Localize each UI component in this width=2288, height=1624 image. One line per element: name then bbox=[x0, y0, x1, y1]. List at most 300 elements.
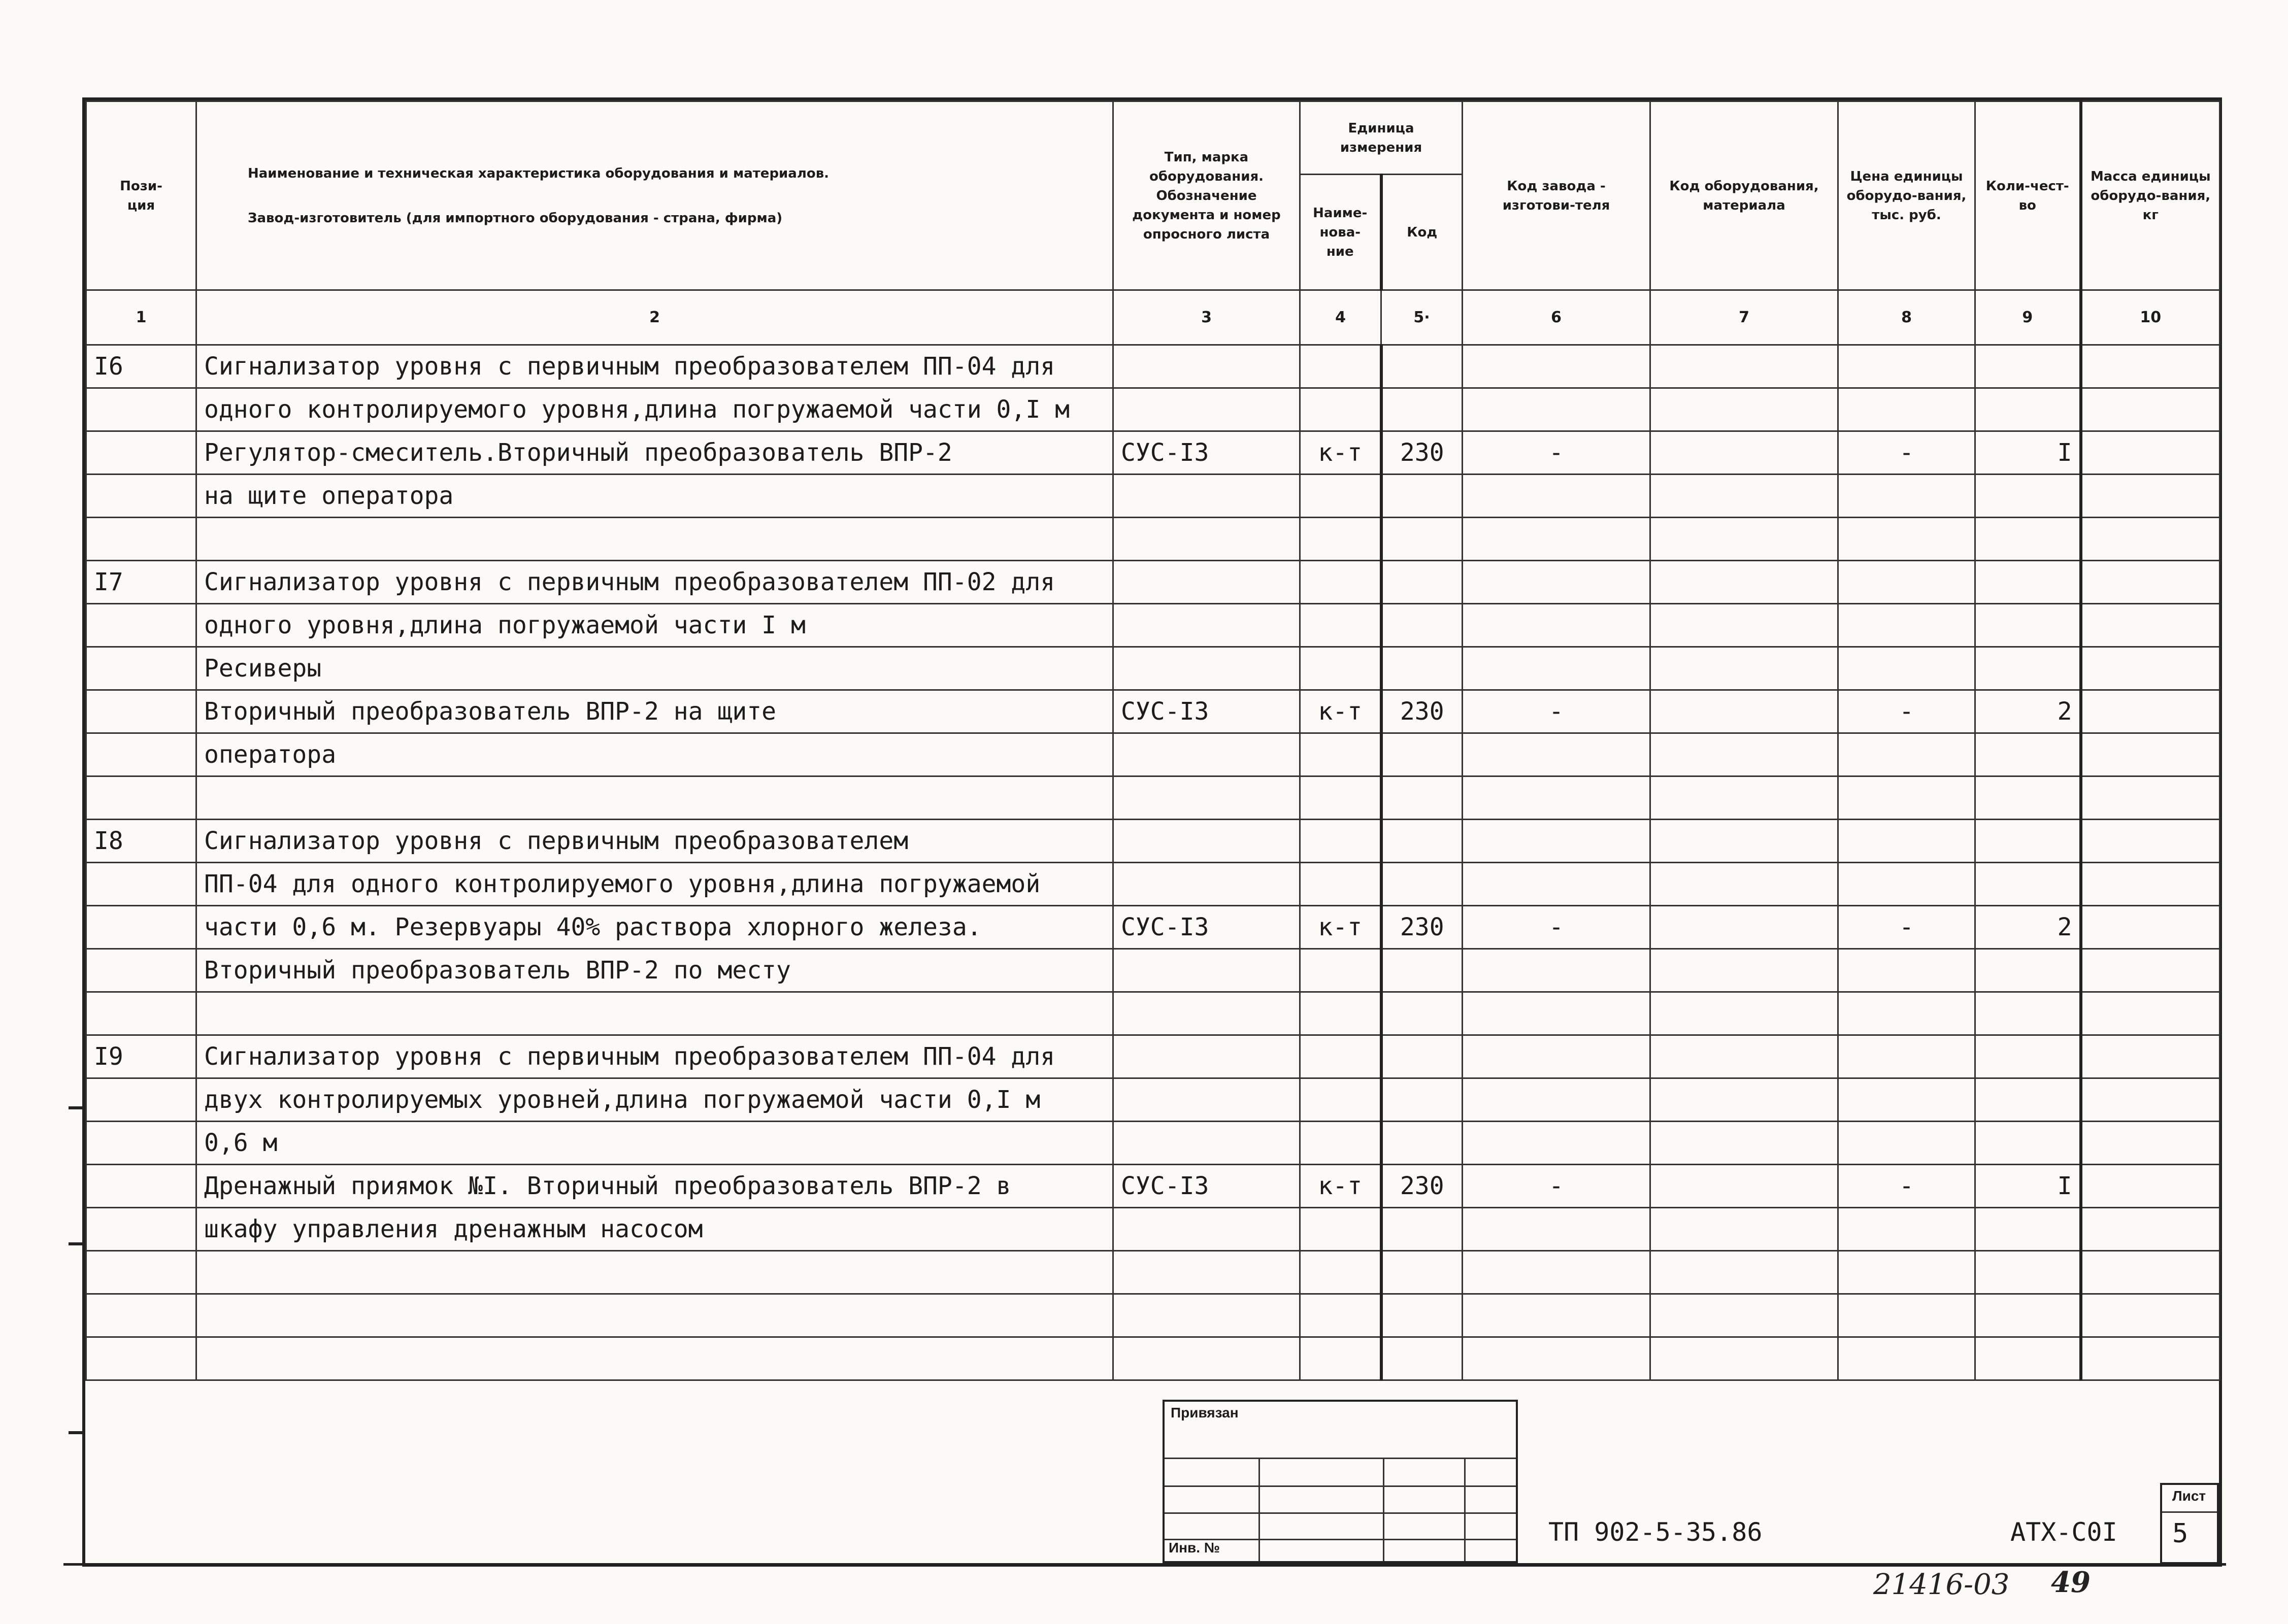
row-name: Ресиверы bbox=[196, 647, 1113, 690]
row-unit-name bbox=[1300, 1251, 1381, 1294]
sheet-number: 5 bbox=[2172, 1518, 2188, 1549]
row-type: СУС-I3 bbox=[1113, 690, 1300, 733]
row-unit-name bbox=[1300, 1208, 1381, 1251]
left-tick-2 bbox=[69, 1242, 84, 1245]
row-name: одного контролируемого уровня,длина погружаемой части 0,I м bbox=[196, 388, 1113, 431]
row-quantity: 2 bbox=[1975, 690, 2081, 733]
row-factory-code bbox=[1463, 345, 1650, 388]
row-unit-name bbox=[1300, 863, 1381, 906]
row-name: Сигнализатор уровня с первичным преобразователем bbox=[196, 820, 1113, 863]
table-row bbox=[86, 1208, 2220, 1251]
attached-label: Привязан bbox=[1171, 1405, 1239, 1420]
row-equipment-code bbox=[1650, 475, 1838, 518]
row-factory-code: - bbox=[1463, 431, 1650, 475]
row-equipment-code bbox=[1650, 345, 1838, 388]
row-type bbox=[1113, 863, 1300, 906]
row-name bbox=[196, 992, 1113, 1035]
row-equipment-code bbox=[1650, 1078, 1838, 1122]
row-name: на щите оператора bbox=[196, 475, 1113, 518]
row-factory-code: - bbox=[1463, 1165, 1650, 1208]
table-row bbox=[86, 431, 2220, 475]
row-mass bbox=[2081, 992, 2220, 1035]
table-row bbox=[86, 647, 2220, 690]
table-row bbox=[86, 733, 2220, 776]
row-quantity bbox=[1975, 1337, 2081, 1380]
row-quantity bbox=[1975, 1035, 2081, 1078]
row-unit-code bbox=[1381, 776, 1463, 820]
row-price bbox=[1838, 733, 1975, 776]
row-price bbox=[1838, 1122, 1975, 1165]
row-quantity bbox=[1975, 604, 2081, 647]
row-equipment-code bbox=[1650, 820, 1838, 863]
row-price: - bbox=[1838, 906, 1975, 949]
row-position bbox=[86, 1208, 196, 1251]
row-unit-code: 230 bbox=[1381, 906, 1463, 949]
colnum-10: 10 bbox=[2081, 290, 2220, 345]
row-factory-code bbox=[1463, 1337, 1650, 1380]
row-name: части 0,6 м. Резервуары 40% раствора хлорного железа. bbox=[196, 906, 1113, 949]
row-price: - bbox=[1838, 1165, 1975, 1208]
row-name: ПП-04 для одного контролируемого уровня,длина погружаемой bbox=[196, 863, 1113, 906]
row-mass bbox=[2081, 475, 2220, 518]
row-unit-code bbox=[1381, 863, 1463, 906]
left-tick-3 bbox=[69, 1431, 84, 1434]
row-type bbox=[1113, 604, 1300, 647]
row-type bbox=[1113, 388, 1300, 431]
row-factory-code bbox=[1463, 733, 1650, 776]
row-name: одного уровня,длина погружаемой части I м bbox=[196, 604, 1113, 647]
row-type bbox=[1113, 1078, 1300, 1122]
row-position bbox=[86, 1165, 196, 1208]
row-position bbox=[86, 1078, 196, 1122]
row-position bbox=[86, 1294, 196, 1337]
row-name: шкафу управления дренажным насосом bbox=[196, 1208, 1113, 1251]
stamp-grid-h3 bbox=[1165, 1512, 1516, 1514]
row-unit-code: 230 bbox=[1381, 690, 1463, 733]
row-unit-name bbox=[1300, 776, 1381, 820]
row-equipment-code bbox=[1650, 1337, 1838, 1380]
row-factory-code bbox=[1463, 475, 1650, 518]
row-equipment-code bbox=[1650, 1251, 1838, 1294]
header-mass: Масса единицы оборудо-вания, кг bbox=[2081, 101, 2220, 290]
row-equipment-code bbox=[1650, 949, 1838, 992]
row-type bbox=[1113, 992, 1300, 1035]
row-quantity bbox=[1975, 475, 2081, 518]
row-unit-name bbox=[1300, 561, 1381, 604]
row-unit-code: 230 bbox=[1381, 1165, 1463, 1208]
table-row bbox=[86, 992, 2220, 1035]
row-position: I7 bbox=[86, 561, 196, 604]
row-type bbox=[1113, 1035, 1300, 1078]
row-factory-code bbox=[1463, 992, 1650, 1035]
row-quantity bbox=[1975, 863, 2081, 906]
row-unit-code bbox=[1381, 820, 1463, 863]
row-price: - bbox=[1838, 431, 1975, 475]
sheet-code: АТХ-С0I bbox=[2010, 1517, 2117, 1547]
row-unit-name bbox=[1300, 949, 1381, 992]
sheet-label: Лист bbox=[2172, 1488, 2206, 1504]
row-type bbox=[1113, 647, 1300, 690]
row-name: 0,6 м bbox=[196, 1122, 1113, 1165]
row-price: - bbox=[1838, 690, 1975, 733]
row-factory-code bbox=[1463, 1035, 1650, 1078]
row-factory-code bbox=[1463, 518, 1650, 561]
row-unit-name bbox=[1300, 820, 1381, 863]
row-unit-name: к-т bbox=[1300, 906, 1381, 949]
row-name: Вторичный преобразователь ВПР-2 на щите bbox=[196, 690, 1113, 733]
inv-label: Инв. № bbox=[1169, 1540, 1220, 1555]
column-number-row bbox=[86, 290, 2220, 345]
row-quantity bbox=[1975, 1251, 2081, 1294]
row-type bbox=[1113, 820, 1300, 863]
colnum-8: 8 bbox=[1838, 290, 1975, 345]
header-name-line2: Завод-изготовитель (для импортного оборудования - страна, фирма) bbox=[248, 210, 783, 226]
row-mass bbox=[2081, 1035, 2220, 1078]
row-position bbox=[86, 475, 196, 518]
row-name: оператора bbox=[196, 733, 1113, 776]
colnum-1: 1 bbox=[86, 290, 196, 345]
row-name bbox=[196, 518, 1113, 561]
row-price bbox=[1838, 949, 1975, 992]
row-mass bbox=[2081, 1078, 2220, 1122]
header-position: Пози- ция bbox=[86, 101, 196, 290]
sheet-divider bbox=[2162, 1511, 2217, 1513]
sheet-box bbox=[2160, 1483, 2219, 1564]
row-quantity: I bbox=[1975, 431, 2081, 475]
colnum-4: 4 bbox=[1300, 290, 1381, 345]
row-unit-code bbox=[1381, 1122, 1463, 1165]
row-price bbox=[1838, 776, 1975, 820]
header-factory-code: Код завода - изготови-теля bbox=[1463, 101, 1650, 290]
row-name: двух контролируемых уровней,длина погружаемой части 0,I м bbox=[196, 1078, 1113, 1122]
row-type bbox=[1113, 561, 1300, 604]
row-price bbox=[1838, 518, 1975, 561]
table-row bbox=[86, 604, 2220, 647]
row-price bbox=[1838, 863, 1975, 906]
header-name-line1: Наименование и техническая характеристика оборудования и материалов. bbox=[248, 165, 830, 181]
row-unit-name bbox=[1300, 475, 1381, 518]
row-name bbox=[196, 1337, 1113, 1380]
row-factory-code bbox=[1463, 863, 1650, 906]
row-unit-code bbox=[1381, 949, 1463, 992]
row-unit-code bbox=[1381, 1337, 1463, 1380]
row-type bbox=[1113, 733, 1300, 776]
row-unit-name: к-т bbox=[1300, 690, 1381, 733]
row-mass bbox=[2081, 1165, 2220, 1208]
row-equipment-code bbox=[1650, 863, 1838, 906]
row-mass bbox=[2081, 733, 2220, 776]
row-equipment-code bbox=[1650, 604, 1838, 647]
row-unit-code: 230 bbox=[1381, 431, 1463, 475]
row-name: Регулятор-смеситель.Вторичный преобразователь ВПР-2 bbox=[196, 431, 1113, 475]
row-unit-name bbox=[1300, 1294, 1381, 1337]
table-row bbox=[86, 518, 2220, 561]
row-price bbox=[1838, 647, 1975, 690]
row-mass bbox=[2081, 906, 2220, 949]
row-equipment-code bbox=[1650, 776, 1838, 820]
row-type bbox=[1113, 1208, 1300, 1251]
row-mass bbox=[2081, 690, 2220, 733]
table-row bbox=[86, 949, 2220, 992]
stamp-grid-v1 bbox=[1258, 1458, 1260, 1561]
row-mass bbox=[2081, 1251, 2220, 1294]
left-tick-1 bbox=[69, 1106, 84, 1109]
table-row bbox=[86, 1337, 2220, 1380]
row-unit-code bbox=[1381, 345, 1463, 388]
row-factory-code bbox=[1463, 776, 1650, 820]
row-equipment-code bbox=[1650, 1035, 1838, 1078]
row-price bbox=[1838, 1294, 1975, 1337]
row-equipment-code bbox=[1650, 1165, 1838, 1208]
colnum-6: 6 bbox=[1463, 290, 1650, 345]
row-unit-code bbox=[1381, 1078, 1463, 1122]
row-type bbox=[1113, 1337, 1300, 1380]
row-type bbox=[1113, 345, 1300, 388]
row-equipment-code bbox=[1650, 431, 1838, 475]
row-position bbox=[86, 647, 196, 690]
row-factory-code bbox=[1463, 388, 1650, 431]
row-factory-code bbox=[1463, 1208, 1650, 1251]
row-position: I9 bbox=[86, 1035, 196, 1078]
row-position bbox=[86, 604, 196, 647]
row-position bbox=[86, 992, 196, 1035]
row-equipment-code bbox=[1650, 690, 1838, 733]
row-equipment-code bbox=[1650, 561, 1838, 604]
stamp-grid-h2 bbox=[1165, 1485, 1516, 1487]
row-quantity bbox=[1975, 1122, 2081, 1165]
row-factory-code bbox=[1463, 561, 1650, 604]
row-unit-code bbox=[1381, 1208, 1463, 1251]
row-quantity bbox=[1975, 949, 2081, 992]
row-unit-name bbox=[1300, 518, 1381, 561]
row-equipment-code bbox=[1650, 1294, 1838, 1337]
row-unit-name: к-т bbox=[1300, 1165, 1381, 1208]
row-unit-name bbox=[1300, 345, 1381, 388]
row-quantity bbox=[1975, 733, 2081, 776]
row-unit-code bbox=[1381, 992, 1463, 1035]
row-mass bbox=[2081, 1337, 2220, 1380]
row-position bbox=[86, 1122, 196, 1165]
row-factory-code: - bbox=[1463, 906, 1650, 949]
row-factory-code bbox=[1463, 1078, 1650, 1122]
row-name bbox=[196, 1251, 1113, 1294]
row-type bbox=[1113, 518, 1300, 561]
row-factory-code bbox=[1463, 1294, 1650, 1337]
row-type bbox=[1113, 1122, 1300, 1165]
colnum-5: 5· bbox=[1381, 290, 1463, 345]
row-mass bbox=[2081, 388, 2220, 431]
row-position bbox=[86, 906, 196, 949]
row-quantity bbox=[1975, 1208, 2081, 1251]
row-mass bbox=[2081, 1208, 2220, 1251]
row-name: Дренажный приямок №I. Вторичный преобразователь ВПР-2 в bbox=[196, 1165, 1113, 1208]
row-unit-name bbox=[1300, 733, 1381, 776]
header-price: Цена единицы оборудо-вания, тыс. руб. bbox=[1838, 101, 1975, 290]
row-quantity bbox=[1975, 518, 2081, 561]
row-quantity: I bbox=[1975, 1165, 2081, 1208]
row-equipment-code bbox=[1650, 906, 1838, 949]
table-row bbox=[86, 475, 2220, 518]
table-row bbox=[86, 1251, 2220, 1294]
row-unit-code bbox=[1381, 604, 1463, 647]
row-quantity bbox=[1975, 388, 2081, 431]
row-unit-name bbox=[1300, 1337, 1381, 1380]
row-unit-name bbox=[1300, 992, 1381, 1035]
row-price bbox=[1838, 475, 1975, 518]
row-factory-code bbox=[1463, 604, 1650, 647]
row-mass bbox=[2081, 1122, 2220, 1165]
row-factory-code: - bbox=[1463, 690, 1650, 733]
header-type: Тип, марка оборудования. Обозначение документа и номер опросного листа bbox=[1113, 101, 1300, 290]
row-name: Сигнализатор уровня с первичным преобразователем ПП-04 для bbox=[196, 345, 1113, 388]
row-type bbox=[1113, 776, 1300, 820]
row-unit-name bbox=[1300, 604, 1381, 647]
row-unit-code bbox=[1381, 647, 1463, 690]
table-row bbox=[86, 863, 2220, 906]
row-quantity bbox=[1975, 820, 2081, 863]
row-quantity bbox=[1975, 647, 2081, 690]
row-price bbox=[1838, 1078, 1975, 1122]
row-unit-name bbox=[1300, 647, 1381, 690]
colnum-7: 7 bbox=[1650, 290, 1838, 345]
table-row bbox=[86, 1035, 2220, 1078]
row-quantity bbox=[1975, 345, 2081, 388]
row-price bbox=[1838, 1208, 1975, 1251]
row-mass bbox=[2081, 1294, 2220, 1337]
header-unit-code: Код bbox=[1381, 175, 1463, 290]
row-quantity bbox=[1975, 776, 2081, 820]
row-mass bbox=[2081, 949, 2220, 992]
row-price bbox=[1838, 1337, 1975, 1380]
row-quantity bbox=[1975, 1078, 2081, 1122]
row-price bbox=[1838, 1035, 1975, 1078]
colnum-9: 9 bbox=[1975, 290, 2081, 345]
row-position bbox=[86, 1337, 196, 1380]
row-equipment-code bbox=[1650, 1122, 1838, 1165]
header-unit-name: Наиме-нова-ние bbox=[1300, 175, 1381, 290]
table-row bbox=[86, 388, 2220, 431]
row-quantity bbox=[1975, 561, 2081, 604]
header-name bbox=[196, 101, 1113, 290]
row-mass bbox=[2081, 820, 2220, 863]
row-position bbox=[86, 776, 196, 820]
row-name: Сигнализатор уровня с первичным преобразователем ПП-04 для bbox=[196, 1035, 1113, 1078]
document-number: ТП 902-5-35.86 bbox=[1548, 1517, 1763, 1547]
row-price bbox=[1838, 388, 1975, 431]
row-price bbox=[1838, 1251, 1975, 1294]
colnum-2: 2 bbox=[196, 290, 1113, 345]
row-equipment-code bbox=[1650, 992, 1838, 1035]
row-position bbox=[86, 1251, 196, 1294]
row-type bbox=[1113, 475, 1300, 518]
row-type: СУС-I3 bbox=[1113, 431, 1300, 475]
table-row bbox=[86, 345, 2220, 388]
row-type: СУС-I3 bbox=[1113, 906, 1300, 949]
row-unit-name bbox=[1300, 1078, 1381, 1122]
row-price bbox=[1838, 345, 1975, 388]
table-row bbox=[86, 776, 2220, 820]
handwritten-archive-number: 21416-03 bbox=[1873, 1568, 2010, 1601]
table-row bbox=[86, 906, 2220, 949]
handwritten-page-number: 49 bbox=[2051, 1566, 2091, 1599]
row-factory-code bbox=[1463, 820, 1650, 863]
row-position: I6 bbox=[86, 345, 196, 388]
row-position bbox=[86, 949, 196, 992]
row-equipment-code bbox=[1650, 647, 1838, 690]
row-position: I8 bbox=[86, 820, 196, 863]
stamp-grid-v3 bbox=[1464, 1458, 1466, 1561]
row-mass bbox=[2081, 345, 2220, 388]
row-quantity: 2 bbox=[1975, 906, 2081, 949]
table-row bbox=[86, 690, 2220, 733]
row-equipment-code bbox=[1650, 733, 1838, 776]
table-row bbox=[86, 1165, 2220, 1208]
row-unit-code bbox=[1381, 388, 1463, 431]
row-mass bbox=[2081, 776, 2220, 820]
row-quantity bbox=[1975, 992, 2081, 1035]
stamp-grid-h1 bbox=[1165, 1458, 1516, 1459]
row-mass bbox=[2081, 518, 2220, 561]
row-unit-code bbox=[1381, 1035, 1463, 1078]
header-unit-group: Единица измерения bbox=[1300, 101, 1463, 175]
row-type: СУС-I3 bbox=[1113, 1165, 1300, 1208]
header-equipment-code: Код оборудования, материала bbox=[1650, 101, 1838, 290]
row-quantity bbox=[1975, 1294, 2081, 1337]
row-unit-code bbox=[1381, 561, 1463, 604]
table-row bbox=[86, 1122, 2220, 1165]
specification-table bbox=[85, 100, 2220, 1381]
row-position bbox=[86, 690, 196, 733]
row-unit-code bbox=[1381, 1251, 1463, 1294]
row-mass bbox=[2081, 604, 2220, 647]
row-price bbox=[1838, 604, 1975, 647]
row-position bbox=[86, 431, 196, 475]
table-row bbox=[86, 1078, 2220, 1122]
row-equipment-code bbox=[1650, 518, 1838, 561]
row-price bbox=[1838, 992, 1975, 1035]
table-row bbox=[86, 1294, 2220, 1337]
row-mass bbox=[2081, 561, 2220, 604]
stamp-grid-v2 bbox=[1383, 1458, 1384, 1561]
row-unit-code bbox=[1381, 733, 1463, 776]
row-unit-code bbox=[1381, 518, 1463, 561]
row-equipment-code bbox=[1650, 1208, 1838, 1251]
row-unit-name bbox=[1300, 1035, 1381, 1078]
row-name: Сигнализатор уровня с первичным преобразователем ПП-02 для bbox=[196, 561, 1113, 604]
row-type bbox=[1113, 949, 1300, 992]
row-unit-code bbox=[1381, 475, 1463, 518]
row-factory-code bbox=[1463, 1251, 1650, 1294]
table-row bbox=[86, 820, 2220, 863]
row-factory-code bbox=[1463, 647, 1650, 690]
row-name bbox=[196, 1294, 1113, 1337]
colnum-3: 3 bbox=[1113, 290, 1300, 345]
row-position bbox=[86, 518, 196, 561]
row-mass bbox=[2081, 647, 2220, 690]
row-position bbox=[86, 388, 196, 431]
row-mass bbox=[2081, 431, 2220, 475]
row-price bbox=[1838, 561, 1975, 604]
row-unit-code bbox=[1381, 1294, 1463, 1337]
header-quantity: Коли-чест-во bbox=[1975, 101, 2081, 290]
row-position bbox=[86, 863, 196, 906]
row-type bbox=[1113, 1294, 1300, 1337]
row-unit-name: к-т bbox=[1300, 431, 1381, 475]
row-factory-code bbox=[1463, 1122, 1650, 1165]
row-mass bbox=[2081, 863, 2220, 906]
row-equipment-code bbox=[1650, 388, 1838, 431]
row-position bbox=[86, 733, 196, 776]
